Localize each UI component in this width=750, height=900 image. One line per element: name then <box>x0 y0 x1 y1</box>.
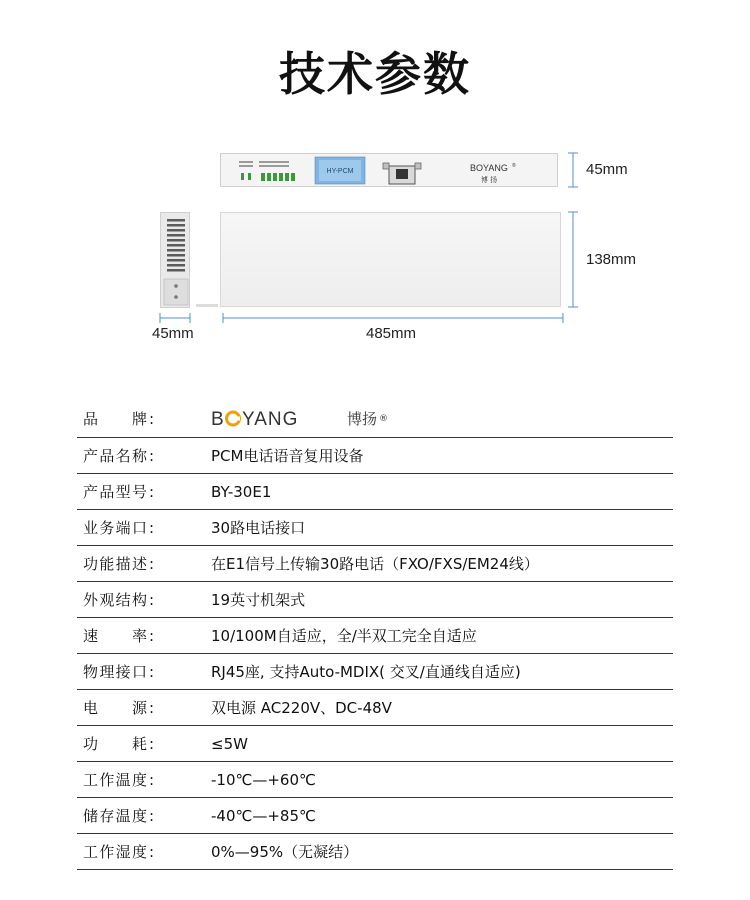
spec-label: 速 率 <box>83 627 147 645</box>
dimension-width-top: 485mm <box>366 325 417 342</box>
spec-value: 0%—95%（无凝结） <box>211 843 359 861</box>
spec-row-brand: 品 牌 : B YANG 博扬 ® <box>77 400 673 438</box>
spec-label: 储存温度 <box>83 807 147 825</box>
spec-row: 功能描述 : 在E1信号上传输30路电话（FXO/FXS/EM24线） <box>77 546 673 582</box>
page-title: 技术参数 <box>279 47 471 101</box>
spec-row: 电 源 : 双电源 AC220V、DC-48V <box>77 690 673 726</box>
brand-cn: 博扬 <box>347 410 378 428</box>
spec-row: 物理接口 : RJ45座, 支持Auto-MDIX( 交叉/直通线自适应) <box>77 654 673 690</box>
spec-value: 19英寸机架式 <box>211 591 306 609</box>
spec-value: 30路电话接口 <box>211 519 306 537</box>
panel-logo-cn: 博 扬 <box>480 176 498 184</box>
dimension-lines <box>0 0 750 360</box>
dimension-height-top: 138mm <box>586 251 637 268</box>
spec-row: 工作湿度 : 0%—95%（无凝结） <box>77 834 673 870</box>
spec-row: 产品名称 : PCM电话语音复用设备 <box>77 438 673 474</box>
panel-logo-reg: ® <box>512 163 516 169</box>
spec-row: 业务端口 : 30路电话接口 <box>77 510 673 546</box>
spec-label: 工作温度 <box>83 771 147 789</box>
spec-label: 业务端口 <box>83 519 147 537</box>
svg-text:B: B <box>211 408 225 430</box>
spec-label: 产品型号 <box>83 483 147 501</box>
spec-value: 双电源 AC220V、DC-48V <box>211 699 392 717</box>
brand-logo <box>211 400 388 437</box>
brand-reg: ® <box>379 413 389 424</box>
spec-row: 产品型号 : BY-30E1 <box>77 474 673 510</box>
spec-label: 外观结构 <box>83 591 147 609</box>
spec-label: 功能描述 <box>83 555 147 573</box>
spec-value: -40℃—+85℃ <box>211 806 316 825</box>
spec-row: 储存温度 : -40℃—+85℃ <box>77 798 673 834</box>
spec-label: 工作湿度 <box>83 843 147 861</box>
dimension-width-side: 45mm <box>152 325 194 342</box>
spec-label: 物理接口 <box>83 663 147 681</box>
spec-row: 外观结构 : 19英寸机架式 <box>77 582 673 618</box>
spec-row: 功 耗 : ≤5W <box>77 726 673 762</box>
spec-value: 10/100M自适应，全/半双工完全自适应 <box>211 627 477 645</box>
spec-value: BY-30E1 <box>211 482 272 501</box>
spec-label: 功 耗 <box>83 735 147 753</box>
spec-value: PCM电话语音复用设备 <box>211 447 364 465</box>
spec-row: 速 率 : 10/100M自适应，全/半双工完全自适应 <box>77 618 673 654</box>
spec-value: -10℃—+60℃ <box>211 770 316 789</box>
panel-logo-text: BOYANG <box>470 163 508 173</box>
boyang-logo-icon <box>211 407 341 431</box>
spec-label: 品 牌 <box>83 410 147 428</box>
spec-row: 工作温度 : -10℃—+60℃ <box>77 762 673 798</box>
svg-text:YANG: YANG <box>242 408 299 430</box>
spec-label: 电 源 <box>83 699 147 717</box>
panel-label-text: HY-PCM <box>326 168 354 175</box>
dimension-height-front: 45mm <box>586 161 628 178</box>
spec-value: 在E1信号上传输30路电话（FXO/FXS/EM24线） <box>211 555 539 573</box>
spec-table <box>77 400 673 870</box>
spec-value: RJ45座, 支持Auto-MDIX( 交叉/直通线自适应) <box>211 663 521 681</box>
spec-value: ≤5W <box>211 734 248 753</box>
spec-label: 产品名称 <box>83 447 147 465</box>
